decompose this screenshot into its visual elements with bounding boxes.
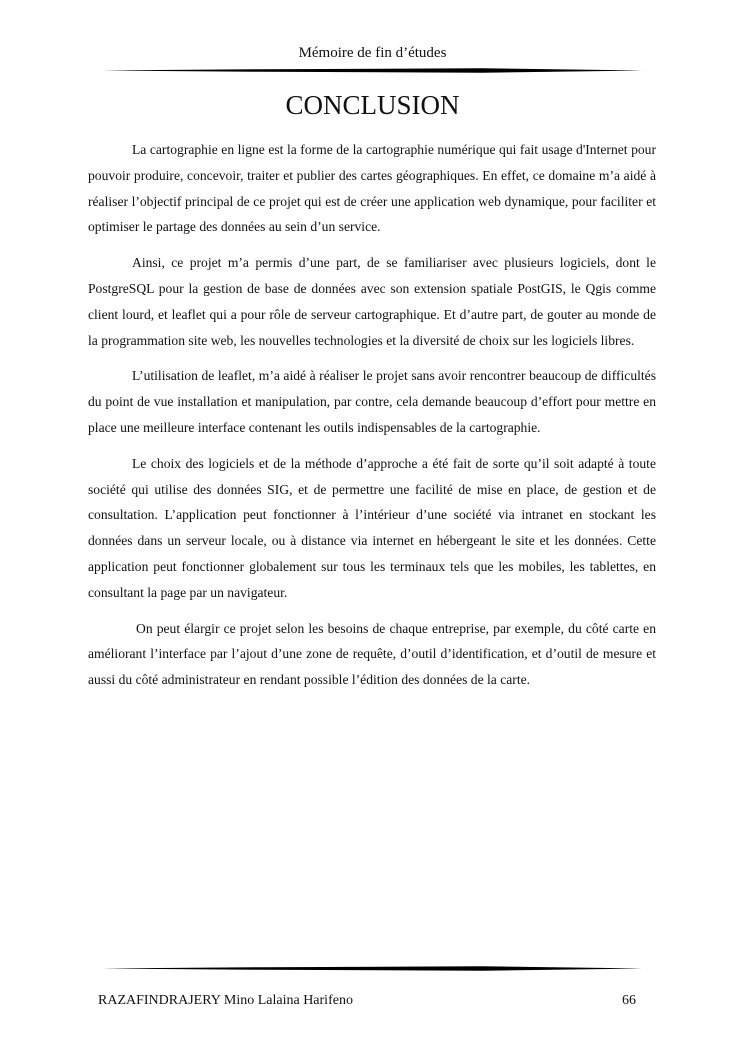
paragraph: On peut élargir ce projet selon les besoins de chaque entreprise, par exemple, du côté carte en améliorant l’interface par l’ajout d’une zone de requête, d’outil d’identification, et d’outil de mesure et aussi du côté administrateur en rendant possible l’édition des données de la carte. — [88, 620, 656, 688]
paragraph: Le choix des logiciels et de la méthode d’approche a été fait de sorte qu’il soit adapté à toute société qui utilise des données SIG, et de permettre une facilité de mise en place, de gestion et de consultation. L’application peut fonctionner à l’intérieur d’une société via intranet en stockant les données dans un serveur locale, ou à distance via internet en hébergeant le site et les données. Cette application peut fonctionner globalement sur tous les terminaux tels que les mobiles, les tablettes, en consultant la page par un navigateur. — [88, 455, 656, 600]
paragraph: La cartographie en ligne est la forme de la cartographie numérique qui fait usage d'Internet pour pouvoir produire, concevoir, traiter et publier des cartes géographiques. En effet, ce domaine m’a aidé à réaliser l’objectif principal de ce projet qui est de créer une application web dynamique, pour faciliter et optimiser le partage des données au sein d’un service. — [88, 142, 656, 235]
body-text — [88, 137, 656, 703]
running-header: Mémoire de fin d’études — [298, 45, 447, 61]
page-number: 66 — [622, 993, 636, 1008]
header-rule — [102, 68, 642, 73]
paragraph: L’utilisation de leaflet, m’a aidé à réaliser le projet sans avoir rencontrer beaucoup de difficultés du point de vue installation et manipulation, par contre, cela demande beaucoup d’effort pour mettre en place une meilleure interface contenant les outils indispensables de la cartographie. — [88, 368, 656, 435]
page-title: CONCLUSION — [285, 90, 460, 120]
footer-rule — [102, 966, 642, 971]
paragraph: Ainsi, ce projet m’a permis d’une part, de se familiariser avec plusieurs logiciels, dont le PostgreSQL pour la gestion de base de données avec son extension spatiale PostGIS, le Qgis comme client lourd, et leaflet qui a pour rôle de serveur cartographique. Et d’autre part, de gouter au monde de la programmation site web, les nouvelles technologies et la diversité de choix sur les logiciels libres. — [88, 255, 656, 348]
footer-author: RAZAFINDRAJERY Mino Lalaina Harifeno — [98, 993, 353, 1008]
